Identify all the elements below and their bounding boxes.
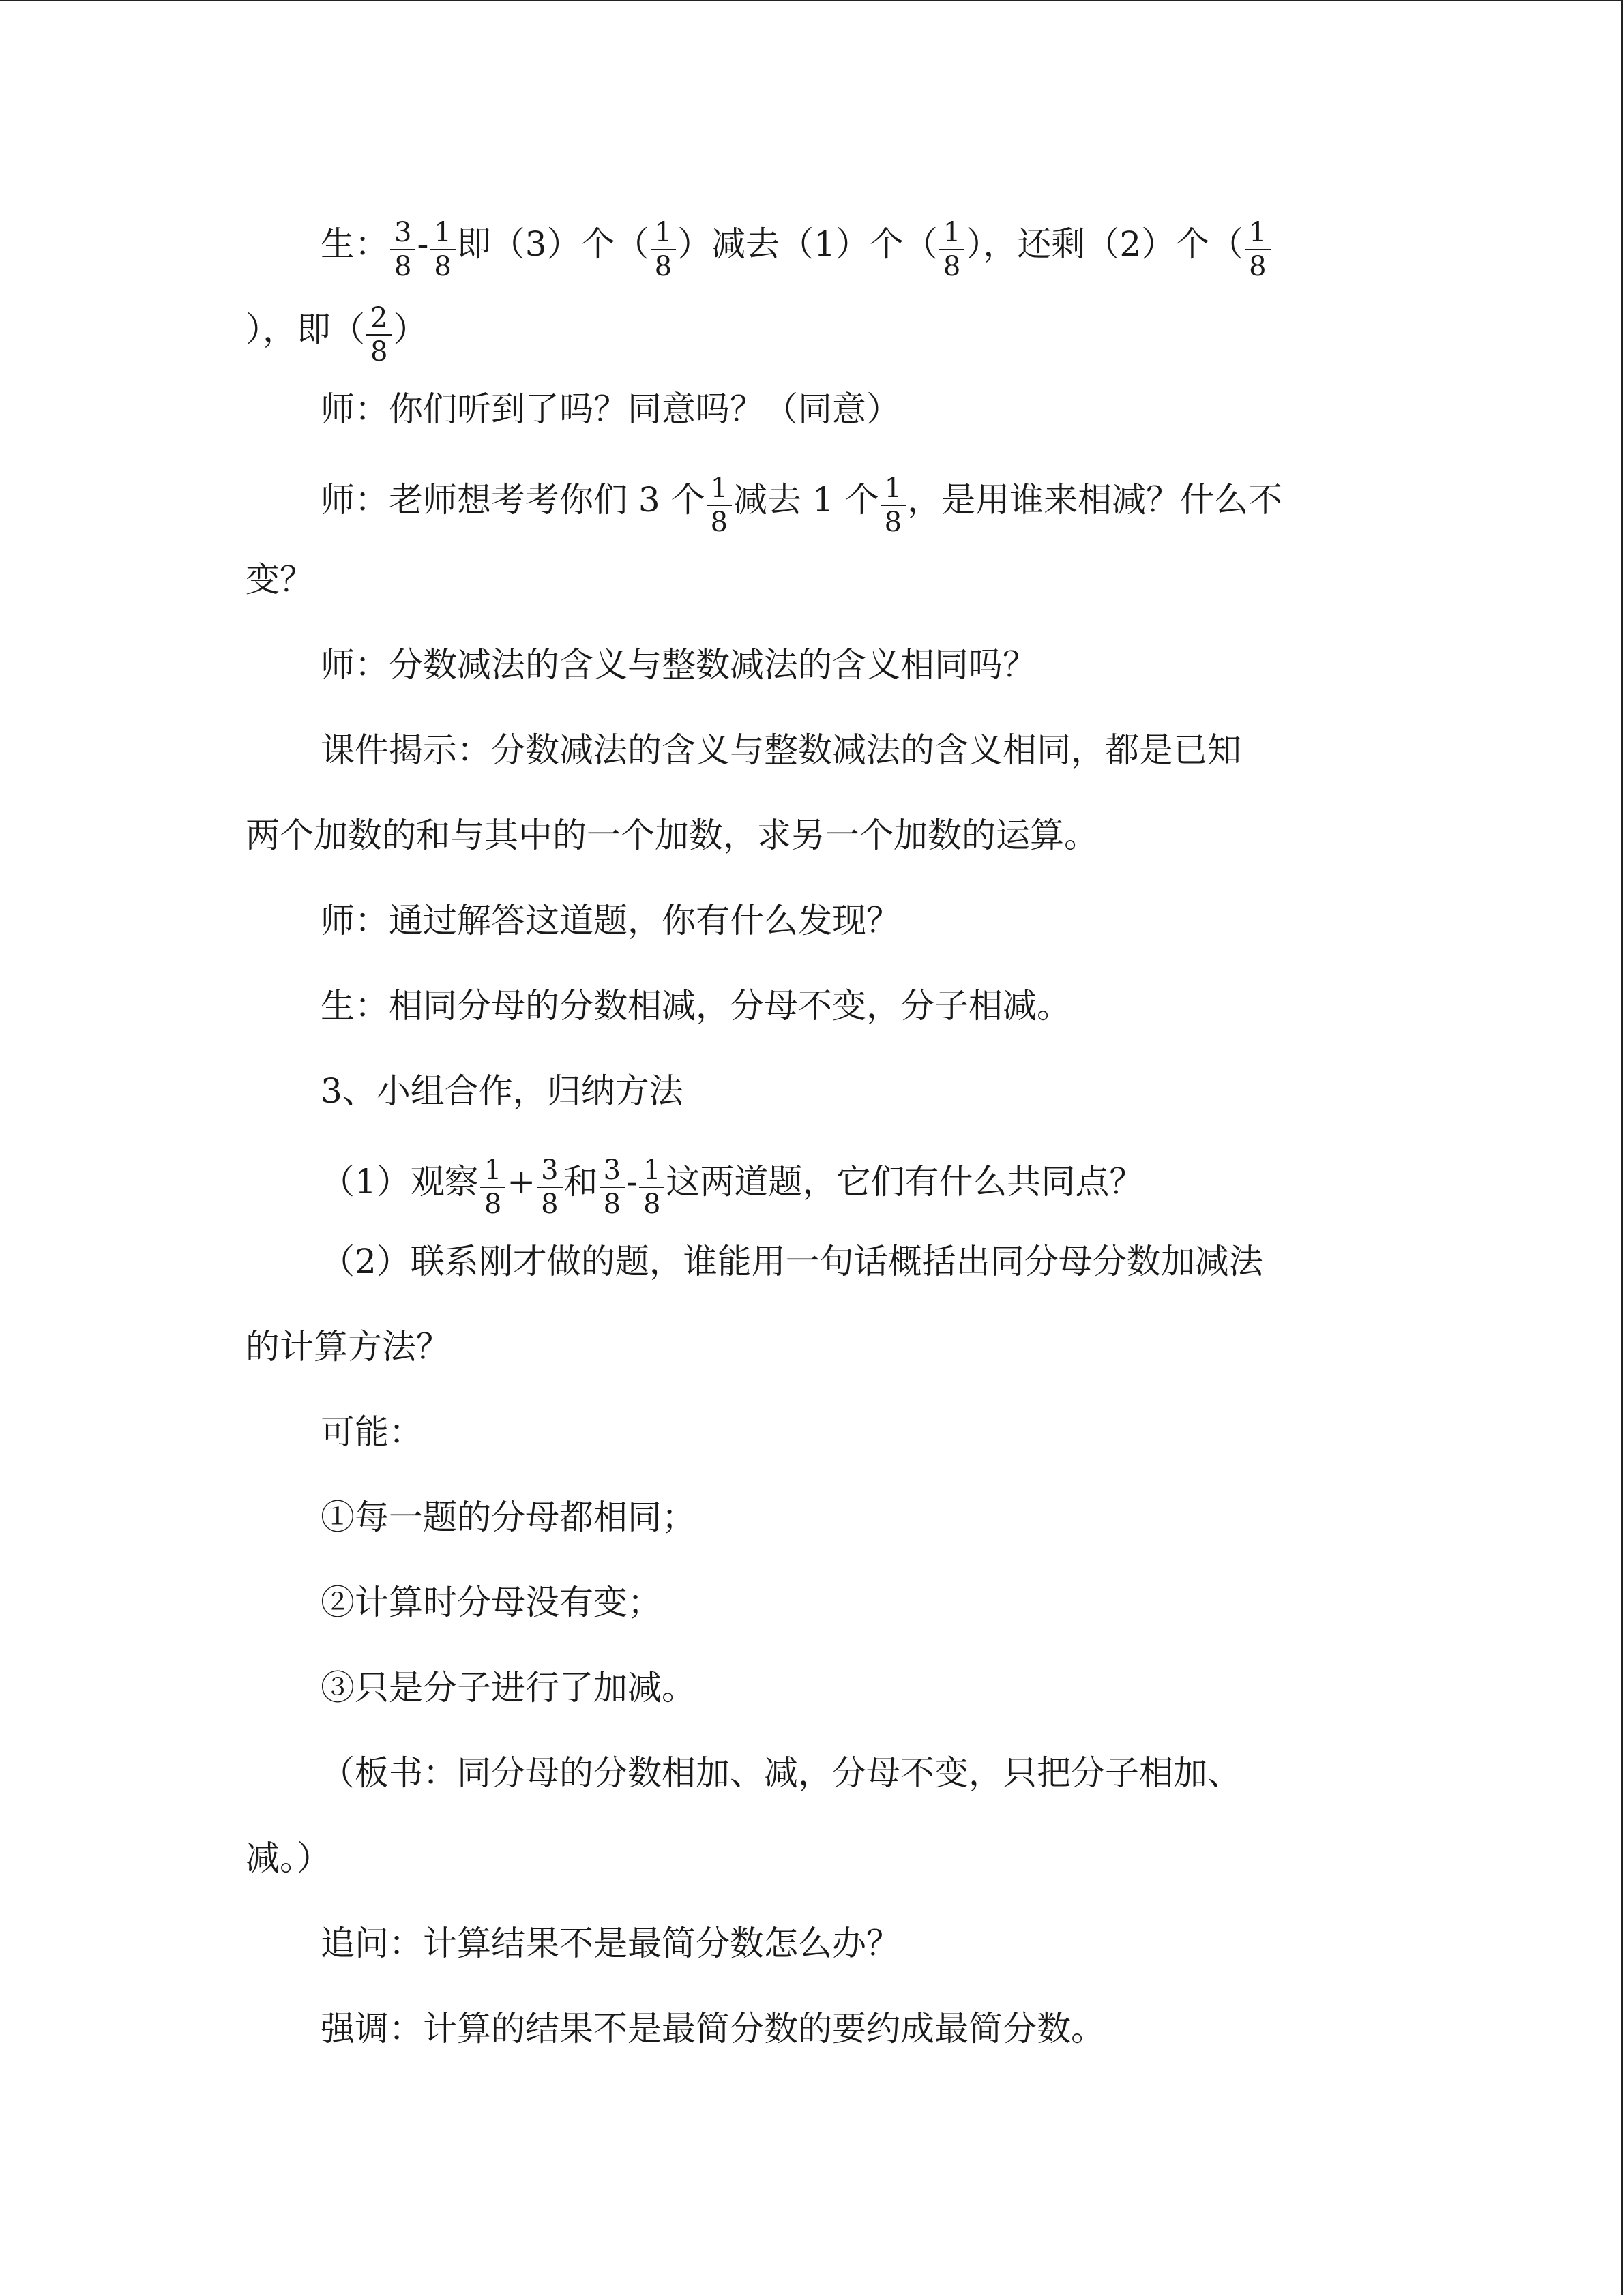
text: （1）观察 [321,1162,479,1202]
fraction [639,1155,664,1219]
line-1 [321,215,1272,282]
fraction [390,218,415,282]
text: - [417,224,429,264]
line-5: 变？ [246,560,314,599]
denominator: 8 [643,1189,661,1220]
fraction [430,218,455,282]
fraction [881,473,906,537]
fraction [600,1155,625,1219]
numerator: 3 [390,218,415,250]
text: ，是用谁来相减？什么不 [907,480,1283,520]
line-3: 师：你们听到了吗？同意吗？（同意） [321,389,900,429]
line-11: 3、小组合作，归纳方法 [321,1071,683,1111]
line-12 [321,1152,1144,1220]
text: ），还剩（2）个（ [966,224,1244,264]
line-13: （2）联系刚才做的题，谁能用一句话概括出同分母分数加减法 [321,1242,1263,1281]
line-6: 师：分数减法的含义与整数减法的含义相同吗？ [321,645,1037,685]
line-8: 两个加数的和与其中的一个加数，求另一个加数的运算。 [246,816,1098,855]
line-4 [321,471,1283,538]
line-7: 课件揭示：分数减法的含义与整数减法的含义相同，都是已知 [321,730,1241,770]
denominator: 8 [943,251,961,282]
numerator: 1 [639,1155,664,1188]
numerator: 1 [707,473,732,506]
numerator: 1 [430,218,455,250]
line-21: 追问：计算结果不是最简分数怎么办？ [321,1924,900,1963]
numerator: 1 [881,473,906,506]
text: 减去 1 个 [733,480,879,520]
fraction [366,303,392,367]
line-16: ①每一题的分母都相同； [321,1497,696,1537]
denominator: 8 [394,251,412,282]
denominator: 8 [654,251,673,282]
denominator: 8 [541,1189,559,1220]
denominator: 8 [710,507,728,538]
numerator: 3 [600,1155,625,1188]
denominator: 8 [603,1189,621,1220]
denominator: 8 [884,507,902,538]
numerator: 1 [939,218,964,250]
numerator: 2 [366,303,392,336]
fraction [480,1155,505,1219]
numerator: 1 [651,218,676,250]
denominator: 8 [370,336,388,368]
fraction [707,473,732,537]
line-18: ③只是分子进行了加减。 [321,1668,696,1708]
text: 和 [563,1162,598,1202]
line-17: ②计算时分母没有变； [321,1583,662,1622]
text: ） [393,310,428,349]
denominator: 8 [1249,251,1267,282]
text: 即（3）个（ [456,224,649,264]
fraction [1245,218,1270,282]
text: ），即（ [246,310,365,349]
text: 师：老师想考考你们 3 个 [321,480,705,520]
line-19: （板书：同分母的分数相加、减，分母不变，只把分子相加、 [321,1753,1241,1793]
denominator: 8 [484,1189,502,1220]
line-10: 生：相同分母的分数相减，分母不变，分子相减。 [321,986,1071,1026]
line-15: 可能： [321,1412,423,1452]
text: ）减去（1）个（ [677,224,938,264]
fraction [939,218,964,282]
fraction [537,1155,562,1219]
numerator: 3 [537,1155,562,1188]
numerator: 1 [480,1155,505,1188]
line-9: 师：通过解答这道题，你有什么发现？ [321,901,900,940]
line-22: 强调：计算的结果不是最简分数的要约成最简分数。 [321,2009,1105,2048]
numerator: 1 [1245,218,1270,250]
line-20: 减。） [246,1838,331,1878]
text: - [626,1162,638,1202]
text: 这两道题，它们有什么共同点？ [666,1162,1144,1202]
fraction [651,218,676,282]
text: 生： [321,224,389,264]
denominator: 8 [434,251,452,282]
line-2 [246,300,428,368]
text: + [507,1162,536,1202]
line-14: 的计算方法？ [246,1327,450,1367]
